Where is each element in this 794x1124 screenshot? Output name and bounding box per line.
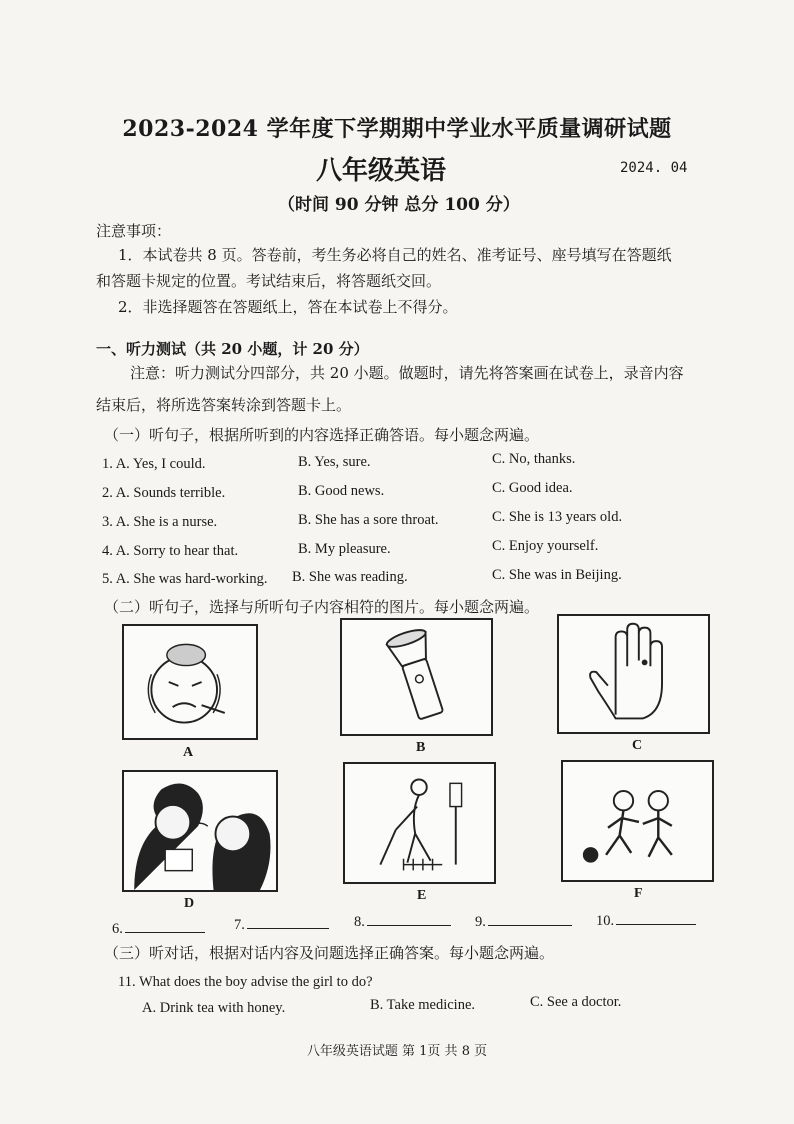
question-1-option-c: C. No, thanks. bbox=[492, 451, 576, 467]
person-with-cane-icon bbox=[345, 764, 494, 882]
answer-blank-8[interactable]: 8. bbox=[354, 913, 451, 931]
notes-heading: 注意事项： bbox=[96, 222, 172, 240]
part-3-heading: （三）听对话，根据对话内容及问题选择正确答案。每小题念两遍。 bbox=[104, 944, 555, 962]
picture-b bbox=[340, 618, 493, 736]
notes-item-2: 2．非选择题答在答题纸上，答在本试卷上不得分。 bbox=[118, 298, 458, 316]
question-2-option-a: 2. A. Sounds terrible. bbox=[102, 485, 226, 501]
notes-item-1-line-1: 1．本试卷共 8 页。答卷前，考生务必将自己的姓名、准考证号、座号填写在答题纸 bbox=[118, 246, 672, 264]
question-4-option-b: B. My pleasure. bbox=[298, 541, 391, 557]
picture-c-letter: C bbox=[632, 738, 643, 753]
exam-date: 2024. 04 bbox=[620, 160, 688, 176]
picture-f-letter: F bbox=[634, 886, 643, 901]
picture-e bbox=[343, 762, 496, 884]
section-1-note-line-2: 结束后，将所选答案转涂到答题卡上。 bbox=[96, 396, 352, 414]
flashlight-icon bbox=[342, 620, 491, 734]
sick-face-icon bbox=[124, 626, 256, 738]
question-3-option-c: C. She is 13 years old. bbox=[492, 509, 623, 525]
question-5-option-c: C. She was in Beijing. bbox=[492, 567, 622, 583]
time-score-info: （时间 90 分钟 总分 100 分） bbox=[278, 195, 520, 215]
section-1-note-line-1: 注意：听力测试分四部分，共 20 小题。做题时，请先将答案画在试卷上，录音内容 bbox=[130, 364, 684, 382]
question-4-option-c: C. Enjoy yourself. bbox=[492, 538, 599, 554]
question-2-option-c: C. Good idea. bbox=[492, 480, 573, 496]
hand-icon bbox=[559, 616, 708, 732]
picture-a-letter: A bbox=[183, 745, 194, 760]
answer-blank-10[interactable]: 10. bbox=[596, 912, 696, 930]
picture-c bbox=[557, 614, 710, 734]
answer-blank-9[interactable]: 9. bbox=[475, 913, 572, 931]
question-2-option-b: B. Good news. bbox=[298, 483, 385, 499]
question-5-option-a: 5. A. She was hard-working. bbox=[102, 571, 268, 587]
picture-f bbox=[561, 760, 714, 882]
picture-d-letter: D bbox=[184, 896, 195, 911]
section-1-heading: 一、听力测试（共 20 小题，计 20 分） bbox=[96, 340, 369, 358]
page-footer: 八年级英语试题 第 1页 共 8 页 bbox=[306, 1044, 488, 1059]
subject-title: 八年级英语 bbox=[316, 156, 447, 186]
picture-d bbox=[122, 770, 278, 892]
question-5-option-b: B. She was reading. bbox=[292, 569, 408, 585]
talking-people-icon bbox=[124, 772, 276, 890]
answer-blank-6[interactable]: 6. bbox=[112, 920, 205, 938]
notes-item-1-line-2: 和答题卡规定的位置。考试结束后，将答题纸交回。 bbox=[96, 272, 442, 290]
question-11-option-c: C. See a doctor. bbox=[530, 994, 622, 1010]
question-11-text: 11. What does the boy advise the girl to do? bbox=[118, 974, 373, 990]
part-2-heading: （二）听句子，选择与所听句子内容相符的图片。每小题念两遍。 bbox=[104, 598, 540, 616]
question-11-option-a: A. Drink tea with honey. bbox=[142, 1000, 286, 1016]
picture-b-letter: B bbox=[416, 740, 426, 755]
answer-blank-7[interactable]: 7. bbox=[234, 916, 329, 934]
exam-title: 2023-2024 学年度下学期期中学业水平质量调研试题 bbox=[122, 116, 672, 142]
picture-e-letter: E bbox=[417, 888, 427, 903]
question-1-option-b: B. Yes, sure. bbox=[298, 454, 371, 470]
picture-a bbox=[122, 624, 258, 740]
kids-football-icon bbox=[563, 762, 712, 880]
question-4-option-a: 4. A. Sorry to hear that. bbox=[102, 543, 239, 559]
question-11-option-b: B. Take medicine. bbox=[370, 997, 476, 1013]
question-3-option-b: B. She has a sore throat. bbox=[298, 512, 439, 528]
part-1-heading: （一）听句子，根据所听到的内容选择正确答语。每小题念两遍。 bbox=[104, 426, 540, 444]
question-1-option-a: 1. A. Yes, I could. bbox=[102, 456, 206, 472]
question-3-option-a: 3. A. She is a nurse. bbox=[102, 514, 218, 530]
